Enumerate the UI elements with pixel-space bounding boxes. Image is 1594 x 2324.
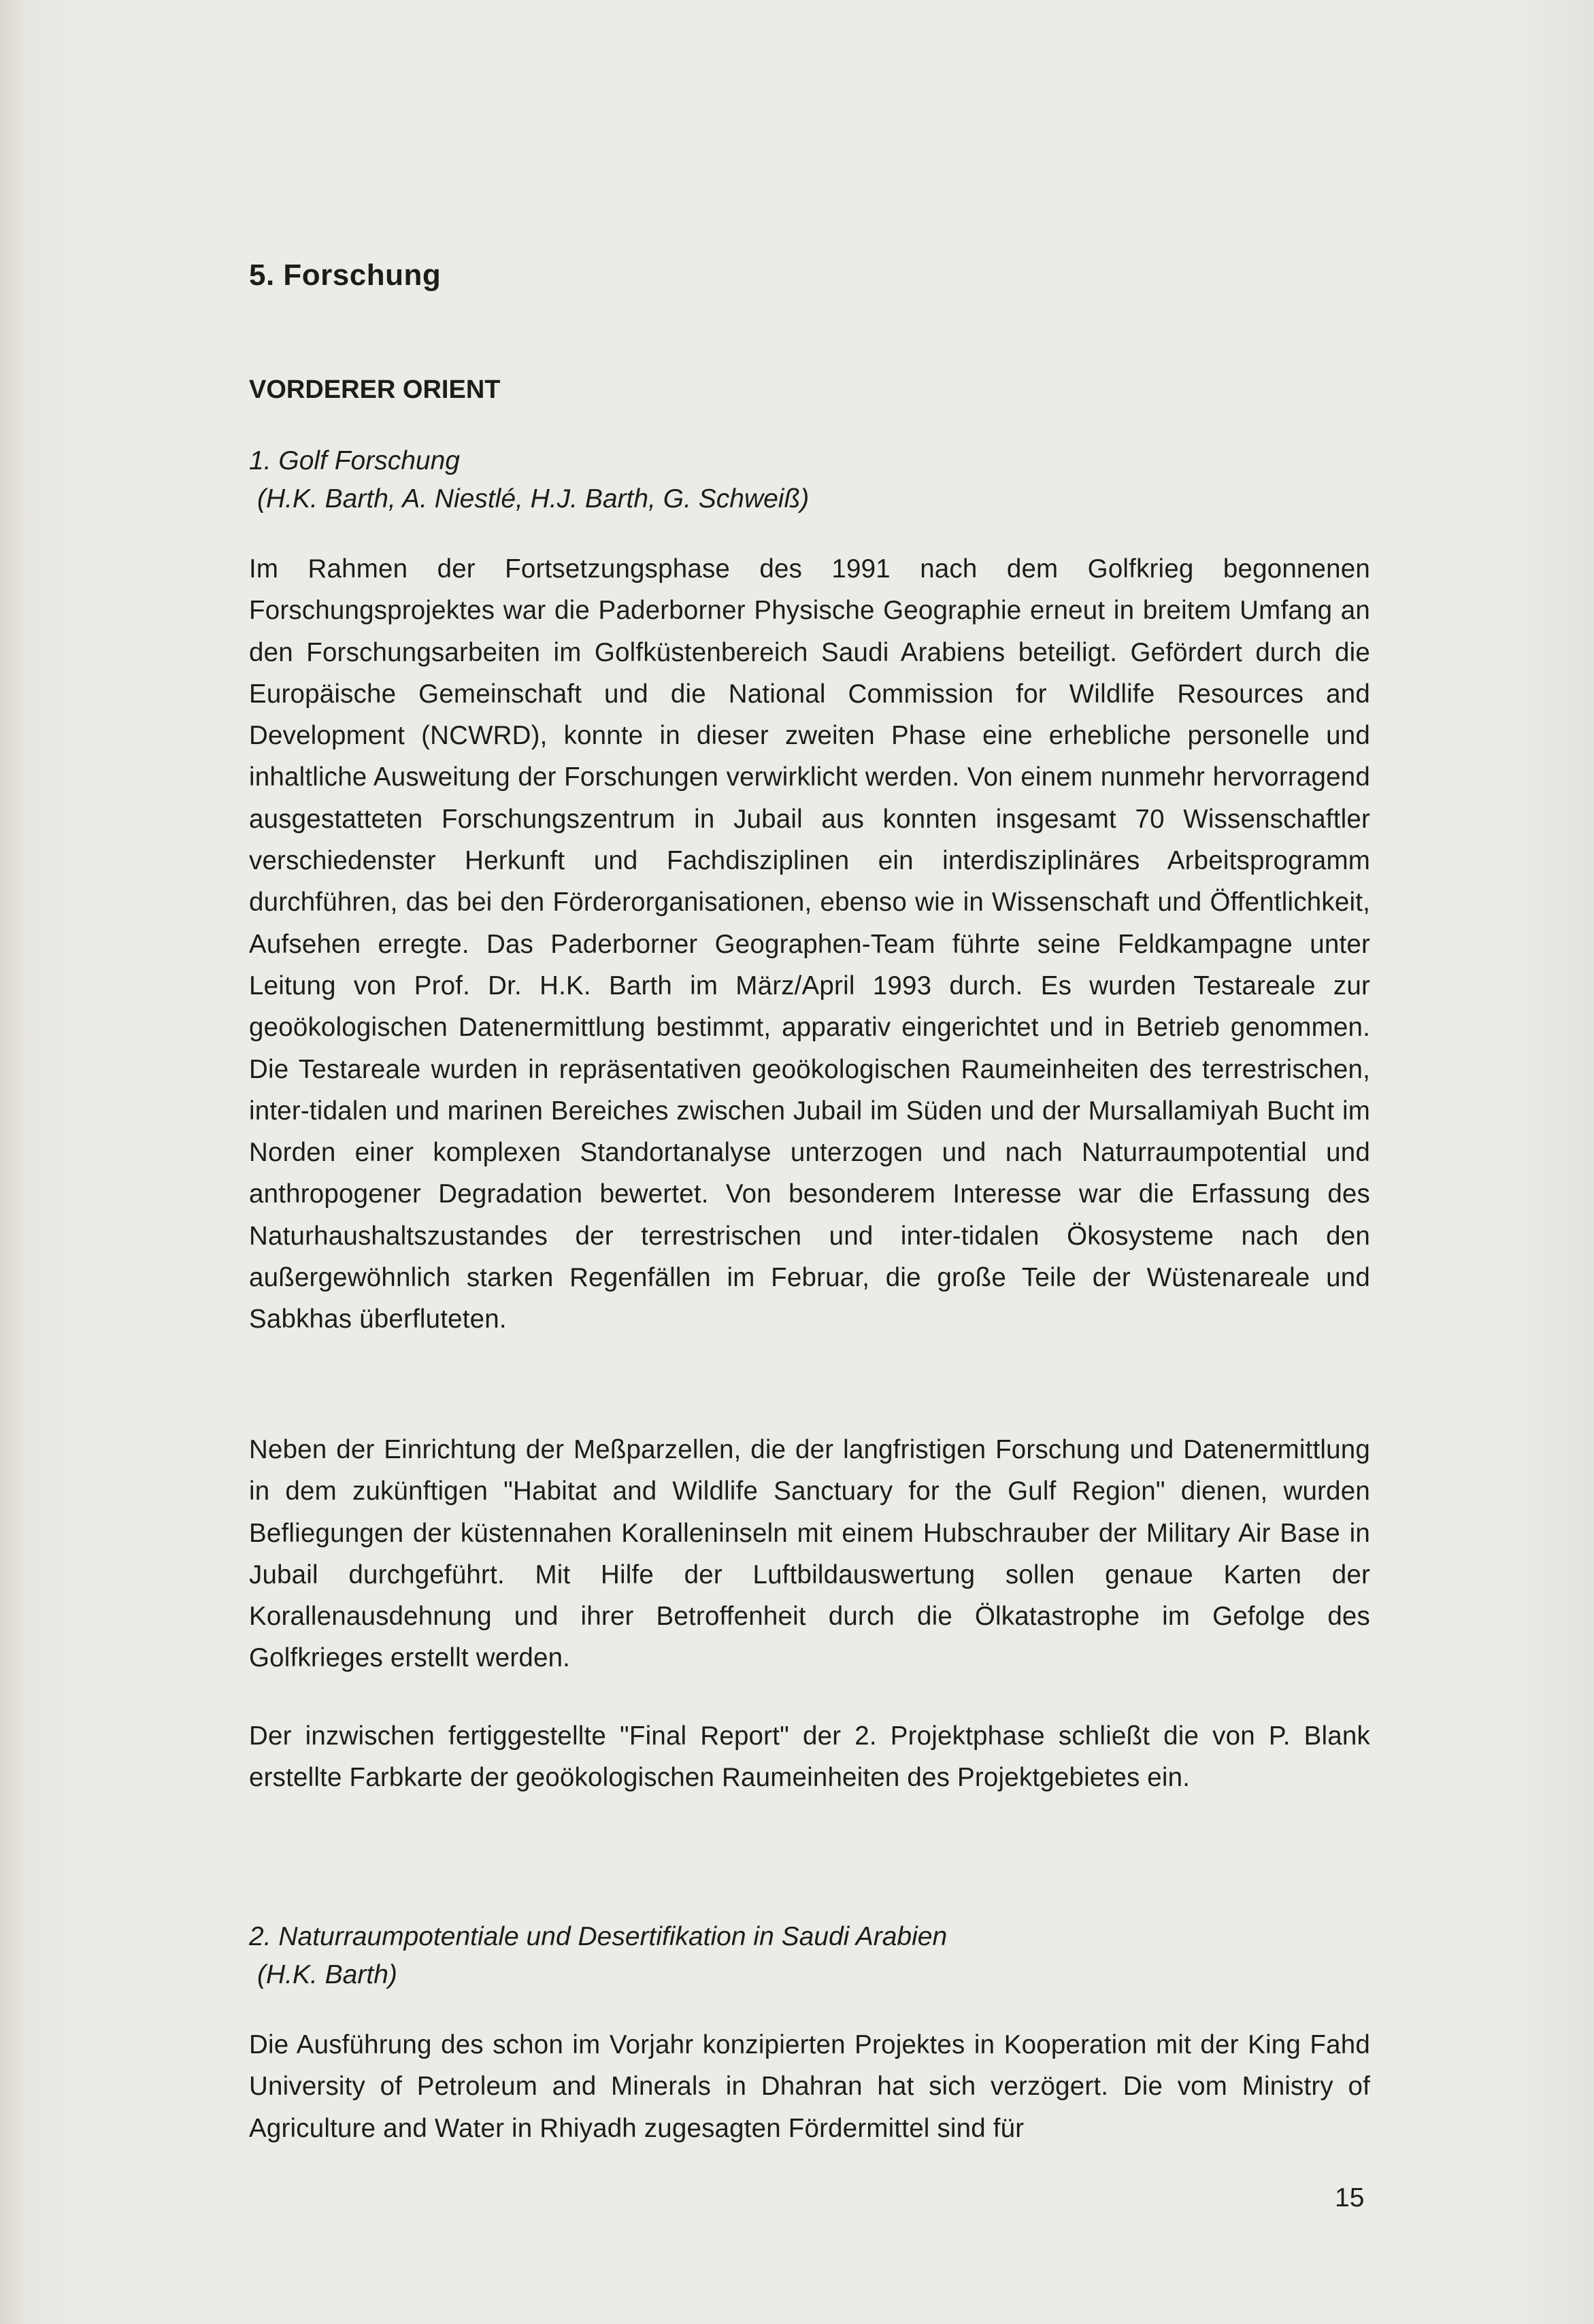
project2-heading: [249, 1918, 947, 1994]
project1-authors: (H.K. Barth, A. Niestlé, H.J. Barth, G. Schweiß): [257, 484, 810, 513]
section-title: 5. Forschung: [249, 258, 442, 292]
project2-authors: (H.K. Barth): [257, 1960, 397, 1989]
page-number: 15: [1335, 2183, 1365, 2212]
project2-title: 2. Naturraumpotentiale und Desertifikation in Saudi Arabien: [249, 1922, 948, 1951]
project1-title: 1. Golf Forschung: [249, 446, 460, 475]
project2-paragraph-1: Die Ausführung des schon im Vorjahr konzipierten Projektes in Kooperation mit der King Fahd University of Petroleum and Minerals in Dhahran hat sich verzögert. Die vom Ministry of Agriculture and Water in Rhiyadh zugesagten Fördermittel sind für: [249, 2030, 1370, 2143]
project1-paragraph-2: Neben der Einrichtung der Meßparzellen, die der langfristigen Forschung und Datenermittlung in dem zukünftigen "Habitat and Wildlife Sanctuary for the Gulf Region" dienen, wurden Befliegungen der küstennahen Koralleninseln mit einem Hubschrauber der Military Air Base in Jubail durchgeführt. Mit Hilfe der Luftbildauswertung sollen genaue Karten der Korallenausdehnung und ihrer Betroffenheit durch die Ölkatastrophe im Gefolge des Golfkrieges erstellt werden.: [249, 1435, 1370, 1673]
project1-paragraph-1: Im Rahmen der Fortsetzungsphase des 1991 nach dem Golfkrieg begonnenen Forschungsprojektes war die Paderborner Physische Geographie erneut in breitem Umfang an den Forschungsarbeiten im Golfküstenbereich Saudi Arabiens beteiligt. Gefördert durch die Europäische Gemeinschaft und die National Commission for Wildlife Resources and Development (NCWRD), konnte in dieser zweiten Phase eine erhebliche personelle und inhaltliche Ausweitung der Forschungen verwirklicht werden. Von einem nunmehr hervorragend ausgestatteten Forschungszentrum in Jubail aus konnten insgesamt 70 Wissenschaftler verschiedenster Herkunft und Fachdisziplinen ein interdisziplinäres Arbeitsprogramm durchführen, das bei den Förderorganisationen, ebenso wie in Wissenschaft und Öffentlichkeit, Aufsehen erregte. Das Paderborner Geographen-Team führte seine Feldkampagne unter Leitung von Prof. Dr. H.K. Barth im März/April 1993 durch. Es wurden Testareale zur geoökologischen Datenermittlung bestimmt, apparativ eingerichtet und in Betrieb genommen. Die Testareale wurden in repräsentativen geoökologischen Raumeinheiten des terrestrischen, inter-tidalen und marinen Bereiches zwischen Jubail im Süden und der Mursallamiyah Bucht im Norden einer komplexen Standortanalyse unterzogen und nach Naturraumpotential und anthropogener Degradation bewertet. Von besonderem Interesse war die Erfassung des Naturhaushaltszustandes der terrestrischen und inter-tidalen Ökosysteme nach den außergewöhnlich starken Regenfällen im Februar, die große Teile der Wüstenareale und Sabkhas überfluteten.: [249, 554, 1370, 1334]
project1-paragraph-3: Der inzwischen fertiggestellte "Final Report" der 2. Projektphase schließt die von P. Blank erstellte Farbkarte der geoökologischen Raumeinheiten des Projektgebietes ein.: [249, 1721, 1370, 1793]
region-heading: VORDERER ORIENT: [249, 375, 501, 404]
project1-heading: [249, 442, 809, 518]
